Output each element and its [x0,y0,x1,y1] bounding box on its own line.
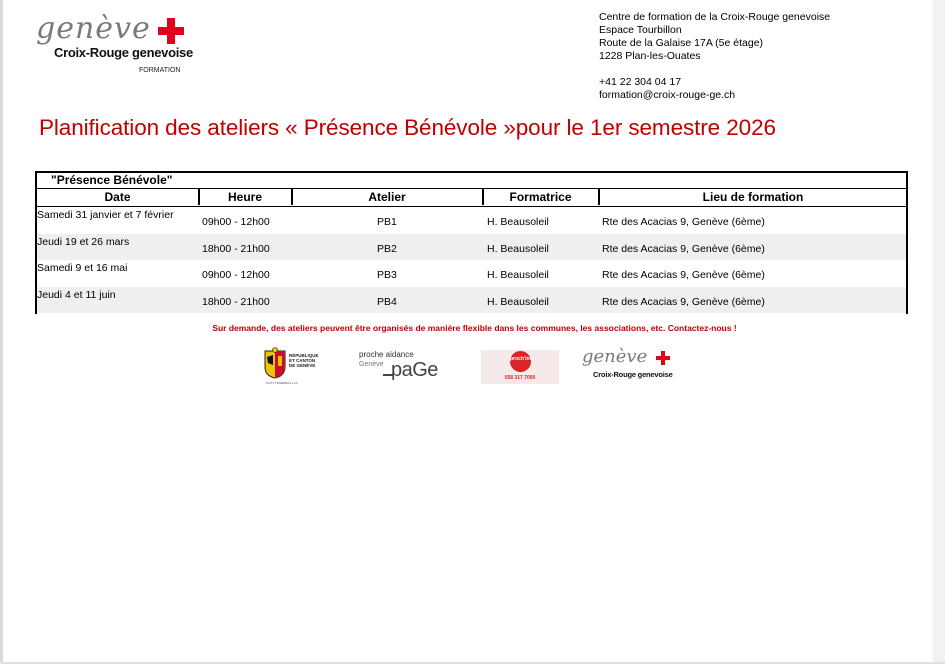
geneva-line: RÉPUBLIQUE [289,353,319,358]
croix-rouge-logo [36,11,193,77]
geneva-state-text [289,353,319,368]
header-lieu: Lieu de formation [702,190,804,204]
cell-lieu: Rte des Acacias 9, Genève (6ème) [602,295,765,308]
cell-atelier: PB3 [377,269,397,281]
cell-heure: 09h00 - 12h00 [202,216,270,228]
table-header-row [35,188,908,207]
header-date: Date [104,190,131,204]
header-heure: Heure [227,190,262,204]
table-body [37,207,906,313]
page-logo-tagline: proche aidance [359,350,414,359]
cell-date: Samedi 31 janvier et 7 février [37,209,174,221]
logo-script: genève [36,11,151,46]
table-row [37,287,906,314]
address-line: Route de la Galaise 17A (5e étage) [599,37,764,49]
email-address[interactable]: formation@croix-rouge-ge.ch [599,89,736,101]
phone-number: +41 22 304 04 17 [599,76,682,88]
logo-script: genève [582,346,648,367]
page-logo-city: Genève [359,361,384,368]
cell-atelier: PB2 [377,242,397,255]
prochinfo-logo [481,350,559,384]
cell-heure: 18h00 - 21h00 [202,295,270,308]
page-logo-name: paGe [391,359,438,381]
logo-subtitle: FORMATION [139,67,181,74]
prochinfo-number: 058 317 7000 [504,375,536,381]
red-cross-icon [158,18,184,44]
cell-formatrice: H. Beausoleil [487,295,549,308]
geneva-line: ET CANTON [289,358,316,363]
cell-formatrice: H. Beausoleil [487,216,549,228]
logo-brand: Croix-Rouge genevoise [54,45,193,60]
geneva-state-logo [262,347,322,383]
table-section-title: "Présence Bénévole" [51,173,173,187]
prochinfo-bubble-icon [510,351,535,372]
cell-heure: 18h00 - 21h00 [202,242,270,255]
cell-date: Jeudi 19 et 26 mars [37,235,130,248]
contact-footnote: Sur demande, des ateliers peuvent être organisés de manière flexible dans les communes, les associations, etc. Contactez-nous ! [212,323,737,333]
address-line: Centre de formation de la Croix-Rouge genevoise [599,11,831,23]
cell-lieu: Rte des Acacias 9, Genève (6ème) [602,242,765,255]
cell-atelier: PB1 [377,216,397,228]
schedule-table [35,171,908,314]
geneva-line: DE GENÈVE [289,363,316,368]
cell-date: Samedi 9 et 16 mai [37,262,128,274]
address-line: 1228 Plan-les-Ouates [599,50,701,62]
table-row [37,260,906,287]
partner-logos [0,344,945,386]
geneva-crest-icon [264,347,286,379]
cell-lieu: Rte des Acacias 9, Genève (6ème) [602,269,765,281]
header-atelier: Atelier [368,190,406,204]
address-gap [599,63,830,76]
cell-date: Jeudi 4 et 11 juin [37,288,116,301]
cell-heure: 09h00 - 12h00 [202,269,270,281]
logo-brand: Croix-Rouge genevoise [593,370,673,379]
address-block [599,11,830,102]
header-formatrice: Formatrice [509,190,572,204]
cell-lieu: Rte des Acacias 9, Genève (6ème) [602,216,765,228]
cell-formatrice: H. Beausoleil [487,242,549,255]
table-row [37,234,906,261]
prochinfo-bubble-text: proch'info [510,356,535,362]
address-line: Espace Tourbillon [599,24,682,36]
red-cross-icon [656,351,670,365]
cell-atelier: PB4 [377,295,397,308]
page-logo [358,350,453,384]
page-title: Planification des ateliers « Présence Bénévole »pour le 1er semestre 2026 [39,115,776,140]
table-row [37,207,906,234]
geneva-motto: POST TENEBRAS LUX [266,381,298,385]
croix-rouge-logo-small [582,346,674,386]
cell-formatrice: H. Beausoleil [487,269,549,281]
